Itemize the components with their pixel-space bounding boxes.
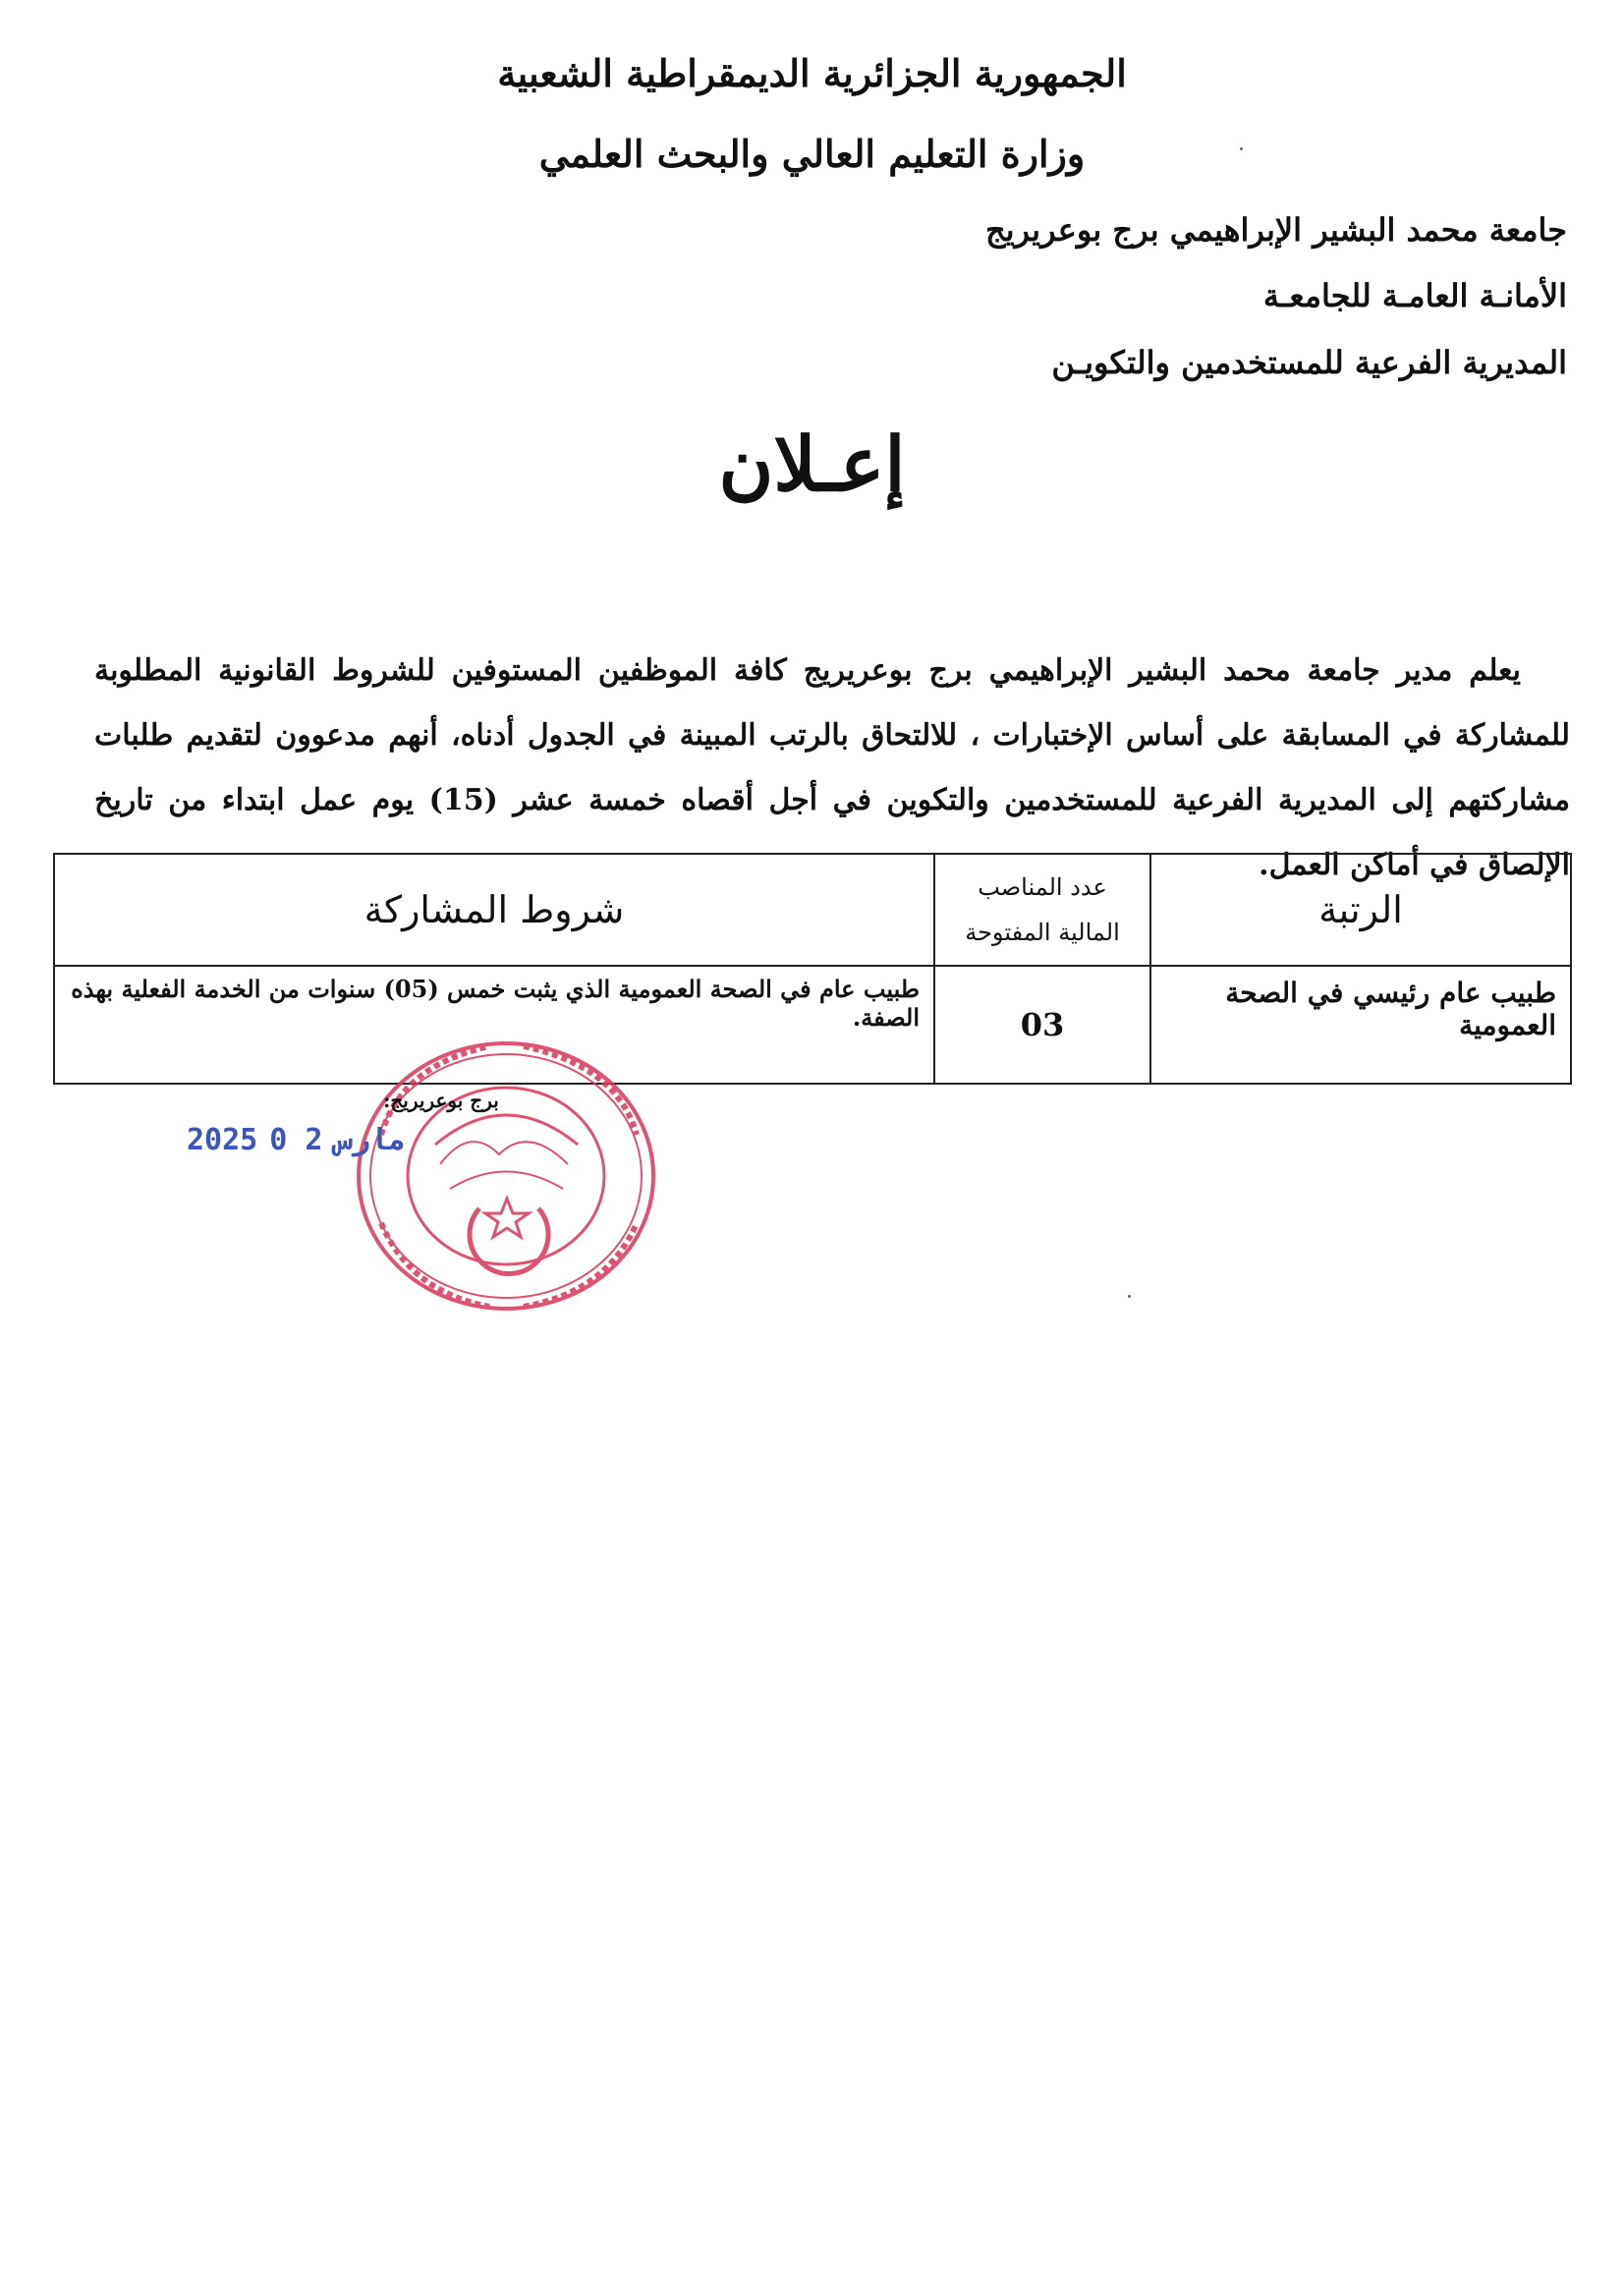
- announcement-title: إعـلان: [718, 420, 906, 508]
- header-conditions: شروط المشاركة: [54, 854, 934, 966]
- date-day: 2 0: [269, 1123, 323, 1157]
- ministry-heading: وزارة التعليم العالي والبحث العلمي: [538, 132, 1086, 176]
- republic-heading: الجمهورية الجزائرية الديمقراطية الشعبية: [497, 51, 1127, 95]
- header-count: [934, 854, 1150, 966]
- date-year: 2025: [187, 1123, 258, 1157]
- header-count-line2: المالية المفتوحة: [965, 919, 1120, 946]
- positions-table: [53, 853, 1572, 1085]
- scan-speck: [1128, 1295, 1131, 1298]
- announcement-text: يعلم مدير جامعة محمد البشير الإبراهيمي برج بوعريريج كافة الموظفين المستوفين للشروط القانونية المطلوبة للمشاركة في المسابقة على أساس الإختبارات ، للالتحاق بالرتب المبينة في الجدول أدناه، أنهم مدعوون لتقديم طلبات مشاركتهم إلى المديرية الفرعية للمستخدمين والتكوين في أجل أقصاه خمسة عشر (15) يوم عمل ابتداء من تاريخ الإلصاق في أماكن العمل.: [94, 653, 1571, 882]
- cell-rank: طبيب عام رئيسي في الصحة العمومية: [1150, 966, 1571, 1084]
- secretariat-name: الأمانـة العامـة للجامعـة: [1262, 277, 1567, 314]
- cell-count: 03: [934, 966, 1150, 1084]
- signature-city: برج بوعريريج:: [383, 1089, 499, 1112]
- header-count-line1: عدد المناصب: [978, 873, 1107, 901]
- scan-speck: [1240, 147, 1243, 150]
- signature-date: [187, 1123, 418, 1157]
- table-row: [54, 966, 1571, 1084]
- directorate-name: المديرية الفرعية للمستخدمين والتكويـن: [1051, 344, 1567, 381]
- table-header-row: [54, 854, 1571, 966]
- official-stamp-icon: [342, 1027, 670, 1321]
- header-rank: الرتبة: [1150, 854, 1571, 966]
- date-month: مارس: [334, 1123, 406, 1157]
- university-name: جامعة محمد البشير الإبراهيمي برج بوعريريج: [984, 211, 1567, 249]
- cell-conditions: طبيب عام في الصحة العمومية الذي يثبت خمس (05) سنوات من الخدمة الفعلية بهذه الصفة.: [54, 966, 934, 1084]
